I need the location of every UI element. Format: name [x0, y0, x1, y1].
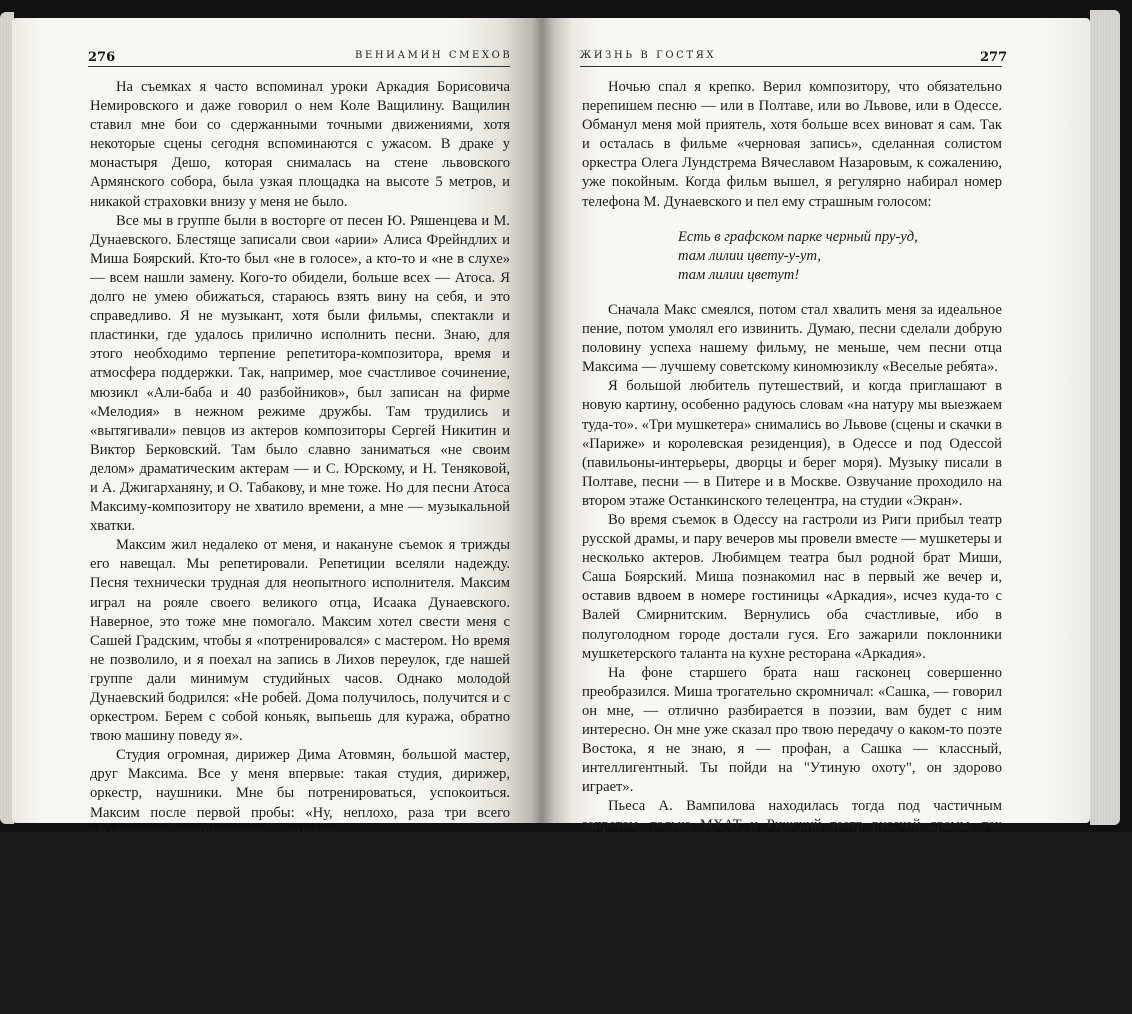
left-header-rule [88, 66, 510, 67]
page-edges-right [1090, 10, 1120, 825]
left-running-head: ВЕНИАМИН СМЕХОВ [355, 50, 513, 61]
paragraph: На фоне старшего брата наш гасконец совершенно преобразился. Миша трогательно скромничал: «Сашка, — говорил он мне, — отлично разбирается в поэзии, вам будет с ним интересно. Он мне уже сказал про твою передачу о каком-то поэте Востока, я не знаю, я — профан, а Сашка — классный, интеллигентный. Ты пойди на "Утиную охоту", он здорово играет». [582, 664, 1002, 796]
paragraph: Ночью спал я крепко. Верил композитору, что обязательно перепишем песню — или в Полтаве, или во Львове, или в Одессе. Обманул меня мой приятель, хотя больше всех виноват я сам. Так и осталась в фильме «черновая запись», сделанная солистом оркестра Олега Лундстрема Вячеславом Назаровым, к сожалению, уже покойным. Когда фильм вышел, я регулярно набирал номер телефона М. Дунаевского и пел ему страшным голосом: [582, 79, 1002, 210]
right-running-head: ЖИЗНЬ В ГОСТЯХ [580, 50, 717, 61]
right-page-number: 277 [980, 50, 1008, 65]
paragraph: Я большой любитель путешествий, и когда приглашают в новую картину, особенно радуюсь словам «на натуру мы выезжаем туда-то». «Три мушкетера» снимались во Львове (сцены и скачки в «Париже» и королевская резиденция), в Одессе и под Одессой (павильоны-интерьеры, дворцы и берег моря). Музыку писали в Полтаве, песни — в Питере и в Москве. Озвучание проходило на втором этаже Останкинского телецентра, на студии «Экран». [582, 378, 1002, 509]
poem-line: Есть в графском парке черный пру-уд, [678, 228, 918, 245]
left-page-text [90, 78, 510, 1014]
paragraph: Студия огромная, дирижер Дима Атовмян, большой мастер, друг Максима. Все у меня впервые: такая студия, дирижер, оркестр, наушники. Мне бы потренироваться, успокоиться. Максим после первой пробы: «Ну, неплохо, раза три всего сфальшивил, прими коньяку — смелее!» [90, 747, 510, 840]
poem-line: там лилии цветут! [678, 266, 800, 283]
paragraph: Максим жил недалеко от меня, и накануне съемок я трижды его навещал. Мы репетировали. Репетиции вселяли надежду. Песня технически трудная для неопытного исполнителя. Максим играл на рояле своего великого отца, Исаака Дунаевского. Наверное, это тоже мне помогало. Максим хотел свести меня с Сашей Градским, чтобы я «потренировался» с мастером. Но время не позволило, и я поехал на запись в Лихов переулок, где нашей группе дали минимум студийных часов. Однако молодой Дунаевский бодрился: «Не робей. Дома получилось, получится и с оркестром. Берем с собой коньяк, выпьешь для куража, обратно твою машину поведу я». [90, 537, 510, 745]
right-header-rule [580, 66, 1002, 67]
paragraph: Пьеса А. Вампилова находилась тогда под частичным запретом, только МХАТ и Рижский театр русской драмы, так сказать, прорвались. В рижском спектакле, у режиссера А. Каца «Утиная охота» вышла и естественно-правдивой и одновременно трагически-символичной, и все играли хорошо, но лучше всех играл официанта Диму — Саша Боярский. Потом я встречался с Сашей в Риге и в Киеве, перед отлетом их театра на гастроли в Болгарию. Там Саша погиб — нелепо и трагично, замечательный артист, на- [582, 798, 1002, 968]
paragraph: На съемках я часто вспоминал уроки Аркадия Борисовича Немировского и даже говорил о нем Коле Ващилину. Ващилин ставил мне бои со сдержанными точными движениями, хотя некоторые сцены сегодня вспоминаются с ужасом. В драке у монастыря Дешо, которая снималась на стене львовского Армянского собора, была узкая площадка на высоте 5 метров, и никакой страховки внизу у меня не было. [90, 79, 510, 210]
poem-line: там лилии цвету-у-ут, [678, 247, 822, 264]
left-page-number: 276 [88, 50, 116, 65]
left-page [12, 18, 542, 1012]
paragraph: Сначала Макс смеялся, потом стал хвалить меня за идеальное пение, потом умолял его извинить. Думаю, песни сделали добрую половину успеха нашему фильму, не меньше, чем песни отца Максима — лучшему советскому киномюзиклу «Веселые ребята». [582, 301, 1002, 376]
paragraph: Во время съемок в Одессу на гастроли из Риги прибыл театр русской драмы, и пару вечеров мы провели вместе — мушкетеры и несколько актеров. Любимцем театра был родной брат Миши, Саша Боярский. Миша познакомил нас в первый же вечер и, оставив вдвоем в номере гостиницы «Аркадия», исчез куда-то с Валей Смирнитским. Вернулись оба счастливые, ибо в полуголодном городе достали гуся. Его зажарили поклонники мушкетерского таланта на кухне ресторана «Аркадия». [582, 511, 1002, 662]
paragraph: Коньяк у меня, конечно, не впервые, но в сочетании с новой закуской («черный пруд… там лилии цветут…») — напиток вышел боком. Я спел так смело и громко, что слушать этот «дубль» было невозможно. Еще выпил, еще спел, еще больше содрогнулся от фальши в записи. Мой голос, как лошадь, испугался пьяного «наездника» и «выбросил» меня из седла. Кое-как записали куплет Атоса в общей песне мушкетеров («На волоске судьба твоя, враги полны отваги…»), а главную песню решили отложить. [90, 842, 510, 1012]
right-page-text [582, 78, 1002, 969]
paragraph: Все мы в группе были в восторге от песен Ю. Ряшенцева и М. Дунаевского. Блестяще записали свои «арии» Алиса Фрейндлих и Миша Боярский. Кто-то был «не в голосе», а кто-то и «не в слухе» — всем нашли замену. Кого-то обидели, больше всех — Атоса. Я долго не умею обижаться, стараюсь взять вину на себя, и это справедливо. Я не музыкант, хотя были фильмы, спектакли и пластинки, где удалось прилично исполнить песни. Знаю, для этого необходимо терпение репетитора-композитора, время и атмосфера поддержки. Так, например, мое счастливое сочинение, мюзикл «Али-баба и 40 разбойников», был записан на фирме «Мелодия» в нежном режиме дружбы. Там трудились и «вытягивали» певцов из актеров композиторы Сергей Никитин и Виктор Берковский. Там было славно заниматься «не своим делом» драматическим актерам — и С. Юрскому, и Н. Теняковой, и А. Джигарханяну, и О. Табакову, и мне тоже. Но для песни Атоса Максиму-композитору не хватило времени, а мне — музыкальной хватки. [90, 212, 510, 535]
right-page [542, 18, 1090, 968]
poem-quote [678, 228, 1002, 285]
